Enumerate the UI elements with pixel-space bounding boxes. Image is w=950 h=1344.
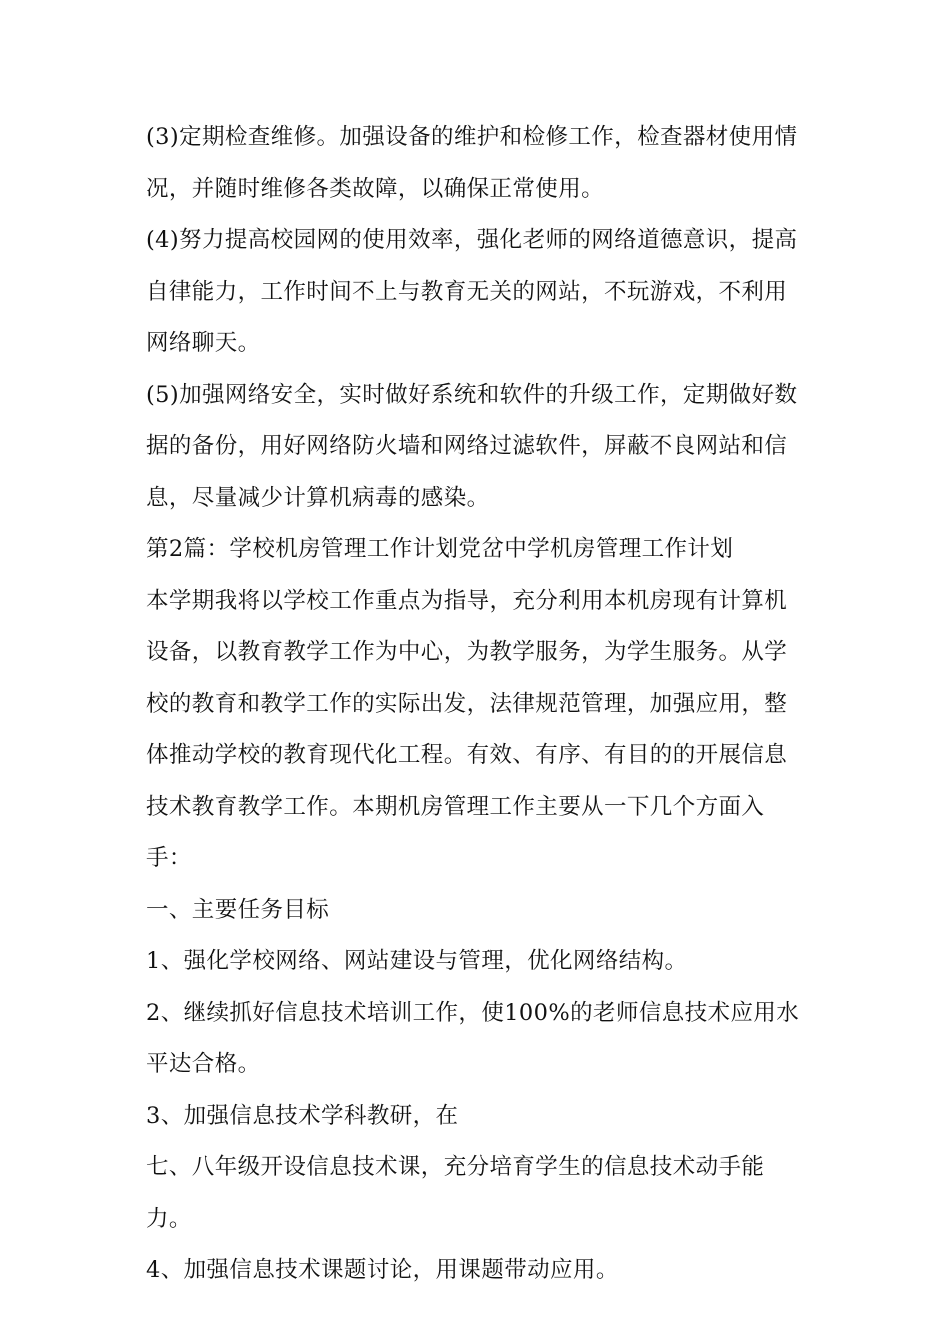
subsection-heading: 一、主要任务目标 <box>146 896 330 923</box>
paragraph-item-5-network-security: (5)加强网络安全，实时做好系统和软件的升级工作，定期做好数据的备份，用好网络防火墙和网络过滤软件，屏蔽不良网站和信息，尽量减少计算机病毒的感染。 <box>146 381 798 511</box>
goal-item-2: 2、继续抓好信息技术培训工作，使100%的老师信息技术应用水平达合格。 <box>146 999 800 1077</box>
intro-paragraph: 本学期我将以学校工作重点为指导，充分利用本机房现有计算机设备，以教育教学工作为中心，为教学服务，为学生服务。从学校的教育和教学工作的实际出发，法律规范管理，加强应用，整体推动学校的教育现代化工程。有效、有序、有目的的开展信息技术教育教学工作。本期机房管理工作主要从一下几个方面入手： <box>146 587 788 871</box>
goal-item-4: 4、加强信息技术课题讨论，用课题带动应用。 <box>146 1257 619 1283</box>
document-body <box>146 112 806 1297</box>
paragraph-item-4-network-efficiency: (4)努力提高校园网的使用效率，强化老师的网络道德意识，提高自律能力，工作时间不上与教育无关的网站，不玩游戏，不利用网络聊天。 <box>146 227 798 356</box>
paragraph-item-3-maintenance: (3)定期检查维修。加强设备的维护和检修工作，检查器材使用情况，并随时维修各类故障，以确保正常使用。 <box>146 124 798 202</box>
section-heading: 第2篇：学校机房管理工作计划党岔中学机房管理工作计划 <box>146 536 734 562</box>
goal-item-1: 1、强化学校网络、网站建设与管理，优化网络结构。 <box>146 948 688 974</box>
goal-item-3-continued: 七、八年级开设信息技术课，充分培育学生的信息技术动手能力。 <box>146 1154 765 1232</box>
goal-item-3: 3、加强信息技术学科教研，在 <box>146 1102 459 1129</box>
